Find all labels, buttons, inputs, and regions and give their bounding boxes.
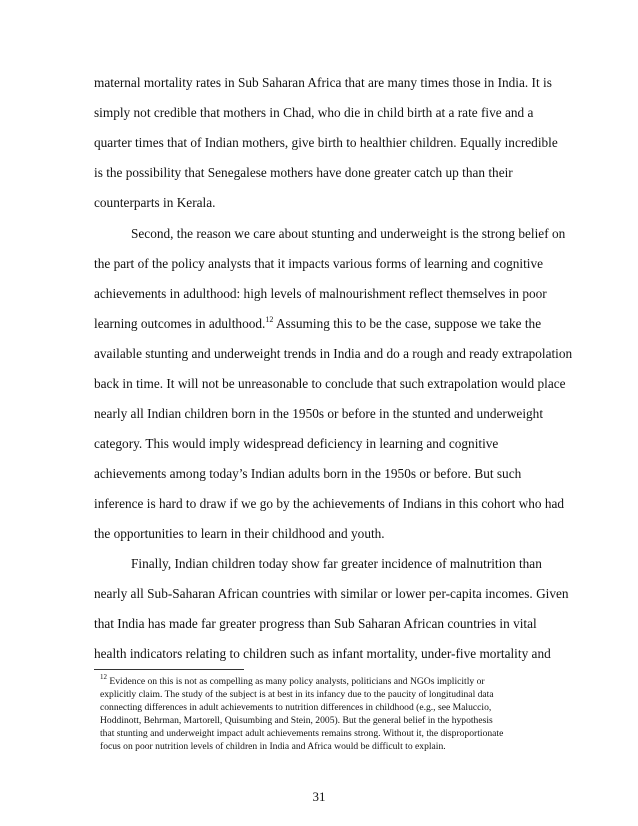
footnote-ref: 12 [265,314,274,324]
body-line: counterparts in Kerala. [94,195,216,210]
footnote-divider [94,669,244,670]
footnote-line: that stunting and underweight impact adult achievements remains strong. Without it, the disproportionate [100,728,504,739]
footnote-line [100,672,485,688]
footnote-line: Hoddinott, Behrman, Martorell, Quisumbing and Stein, 2005). But the general belief in the hypothesis [100,715,493,726]
body-line: Second, the reason we care about stunting and underweight is the strong belief on [131,226,566,241]
body-line: Finally, Indian children today show far greater incidence of malnutrition than [131,556,542,571]
body-line: nearly all Sub-Saharan African countries with similar or lower per-capita incomes. Given [94,586,569,601]
body-line: that India has made far greater progress than Sub Saharan African countries in vital [94,616,537,631]
footnote-text: Evidence on this is not as compelling as many policy analysts, politicians and NGOs implicitly or [107,676,485,687]
body-text: learning outcomes in adulthood. [94,316,266,331]
body-line: maternal mortality rates in Sub Saharan Africa that are many times those in India. It is [94,75,552,90]
body-line: quarter times that of Indian mothers, give birth to healthier children. Equally incredible [94,135,558,150]
footnote-marker: 12 [100,672,107,681]
body-line: is the possibility that Senegalese mothers have done greater catch up than their [94,165,513,180]
body-text: Assuming this to be the case, suppose we take the [273,316,542,331]
footnote-line: explicitly claim. The study of the subject is at best in its infancy due to the paucity of longitudinal data [100,689,494,700]
body-line: available stunting and underweight trends in India and do a rough and ready extrapolation [94,346,573,361]
body-line: health indicators relating to children such as infant mortality, under-five mortality and [94,646,551,661]
body-line: inference is hard to draw if we go by the achievements of Indians in this cohort who had [94,496,565,511]
footnote-line: connecting differences in adult achievements to nutrition differences in childhood (e.g., see Maluccio, [100,702,492,713]
body-line: simply not credible that mothers in Chad, who die in child birth at a rate five and a [94,105,534,120]
body-line: category. This would imply widespread deficiency in learning and cognitive [94,436,499,451]
body-line: achievements in adulthood: high levels of malnourishment reflect themselves in poor [94,286,547,301]
body-line [94,316,541,332]
body-line: the opportunities to learn in their childhood and youth. [94,526,385,541]
body-line: nearly all Indian children born in the 1950s or before in the stunted and underweight [94,406,544,421]
body-line: achievements among today’s Indian adults born in the 1950s or before. But such [94,466,522,481]
footnote-line: focus on poor nutrition levels of children in India and Africa would be difficult to explain. [100,741,446,752]
body-line: back in time. It will not be unreasonable to conclude that such extrapolation would place [94,376,566,391]
body-line: the part of the policy analysts that it impacts various forms of learning and cognitive [94,256,544,271]
page-number: 31 [312,789,326,804]
